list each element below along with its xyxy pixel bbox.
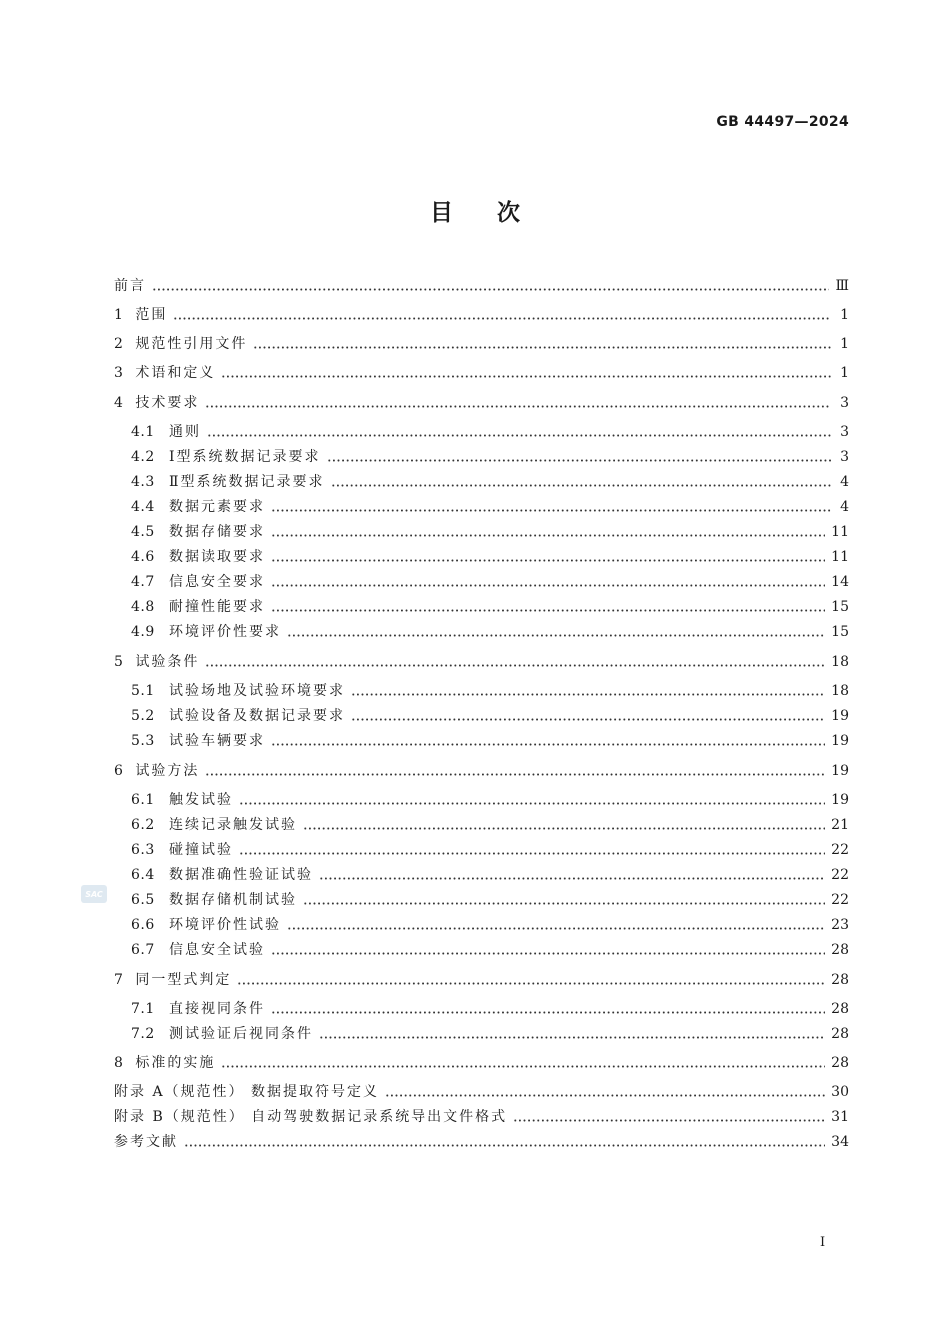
page-title: 目次 [430, 200, 564, 226]
toc-entry[interactable] [114, 652, 849, 672]
toc-entry-number: 4.1 [131, 424, 155, 440]
toc-entry-page: 14 [831, 574, 849, 590]
toc-leader-dots [319, 1036, 825, 1039]
toc-entry-label: 环境评价性要求 [169, 624, 281, 640]
toc-leader-dots [237, 982, 825, 985]
sac-watermark-logo: SAC [81, 885, 107, 903]
toc-entry-page: 18 [831, 654, 849, 670]
toc-entry-page: 15 [831, 599, 849, 615]
toc-entry-label: 耐撞性能要求 [169, 599, 265, 615]
toc-leader-dots [271, 952, 825, 955]
toc-entry[interactable] [131, 681, 849, 701]
toc-leader-dots [287, 927, 825, 930]
toc-entry-page: 19 [831, 792, 849, 808]
toc-entry-label: 信息安全要求 [169, 574, 265, 590]
toc-entry-page: Ⅲ [835, 278, 849, 294]
toc-leader-dots [184, 1144, 825, 1147]
toc-entry-page: 28 [831, 942, 849, 958]
toc-leader-dots [351, 718, 825, 721]
toc-entry[interactable] [131, 815, 849, 835]
toc-entry-number: 5.3 [131, 733, 155, 749]
toc-leader-dots [221, 1065, 825, 1068]
toc-entry-page: 19 [831, 733, 849, 749]
toc-entry-label: 规范性引用文件 [135, 336, 248, 352]
toc-entry[interactable] [114, 305, 849, 325]
toc-entry-label: 范围 [135, 307, 168, 323]
toc-leader-dots [351, 693, 825, 696]
toc-entry-number: 4.7 [131, 574, 155, 590]
toc-entry-label: 同一型式判定 [135, 972, 232, 988]
toc-entry-label: 附录 A（规范性） 数据提取符号定义 [114, 1084, 380, 1100]
toc-entry[interactable] [114, 970, 849, 990]
toc-entry-number: 6.7 [131, 942, 155, 958]
toc-leader-dots [327, 459, 831, 462]
toc-entry-page: 15 [831, 624, 849, 640]
toc-entry-number: 5.1 [131, 683, 155, 699]
toc-entry-page: 18 [831, 683, 849, 699]
toc-entry-number: 4.3 [131, 474, 155, 490]
toc-entry-number: 2 [114, 336, 124, 352]
toc-entry-label: 数据准确性验证试验 [169, 867, 313, 883]
toc-entry[interactable] [131, 840, 849, 860]
toc-leader-dots [205, 773, 825, 776]
toc-entry-label: 试验车辆要求 [169, 733, 265, 749]
toc-entry-page: 1 [840, 336, 849, 352]
toc-entry-number: 4.6 [131, 549, 155, 565]
toc-entry-label: Ⅱ型系统数据记录要求 [169, 474, 325, 490]
toc-entry[interactable] [131, 999, 849, 1019]
toc-entry-number: 7.1 [131, 1001, 155, 1017]
toc-entry-page: 11 [831, 524, 849, 540]
toc-entry[interactable] [131, 731, 849, 751]
toc-entry-label: 数据元素要求 [169, 499, 265, 515]
toc-entry-page: 22 [831, 892, 849, 908]
toc-leader-dots [331, 484, 831, 487]
toc-entry[interactable] [114, 1053, 849, 1073]
toc-entry[interactable] [131, 422, 849, 442]
toc-entry-label: 试验场地及试验环境要求 [169, 683, 345, 699]
toc-entry[interactable] [131, 790, 849, 810]
toc-entry[interactable] [131, 865, 849, 885]
toc-leader-dots [303, 902, 825, 905]
toc-entry-number: 4.2 [131, 449, 155, 465]
toc-entry-number: 6.5 [131, 892, 155, 908]
toc-leader-dots [513, 1119, 825, 1122]
toc-entry-label: 环境评价性试验 [169, 917, 281, 933]
toc-entry-label: 数据存储要求 [169, 524, 265, 540]
toc-entry-page: 28 [831, 1026, 849, 1042]
toc-leader-dots [207, 434, 831, 437]
toc-leader-dots [239, 802, 825, 805]
toc-entry-number: 4.8 [131, 599, 155, 615]
toc-entry-number: 6.4 [131, 867, 155, 883]
toc-entry[interactable] [131, 940, 849, 960]
toc-entry-number: 6.3 [131, 842, 155, 858]
toc-entry-number: 8 [114, 1055, 124, 1071]
toc-entry-page: 21 [831, 817, 849, 833]
toc-entry-number: 4.5 [131, 524, 155, 540]
toc-entry-number: 6 [114, 763, 124, 779]
toc-entry-label: 连续记录触发试验 [169, 817, 297, 833]
toc-entry-number: 4.9 [131, 624, 155, 640]
toc-entry-page: 31 [831, 1109, 849, 1125]
toc-entry-page: 23 [831, 917, 849, 933]
toc-entry-page: 4 [840, 499, 849, 515]
toc-entry-label: 直接视同条件 [169, 1001, 265, 1017]
toc-entry-label: 信息安全试验 [169, 942, 265, 958]
toc-entry-label: 测试验证后视同条件 [169, 1026, 313, 1042]
toc-entry-number: 6.1 [131, 792, 155, 808]
toc-entry[interactable] [131, 1024, 849, 1044]
toc-entry-number: 4.4 [131, 499, 155, 515]
toc-leader-dots [271, 509, 831, 512]
toc-leader-dots [271, 1011, 825, 1014]
toc-leader-dots [205, 405, 831, 408]
toc-entry-number: 5 [114, 654, 124, 670]
toc-entry-label: 碰撞试验 [169, 842, 233, 858]
toc-entry-label: 试验设备及数据记录要求 [169, 708, 345, 724]
toc-entry-label: 附录 B（规范性） 自动驾驶数据记录系统导出文件格式 [114, 1109, 508, 1125]
toc-entry-page: 28 [831, 972, 849, 988]
toc-leader-dots [271, 534, 825, 537]
toc-entry-label: 试验方法 [135, 763, 200, 779]
toc-entry-label: 术语和定义 [135, 365, 216, 381]
toc-entry-label: 前言 [114, 278, 146, 294]
toc-entry[interactable] [114, 1082, 849, 1102]
toc-entry-number: 4 [114, 395, 124, 411]
toc-entry[interactable] [131, 706, 849, 726]
toc-entry[interactable] [131, 522, 849, 542]
toc-leader-dots [287, 634, 825, 637]
toc-entry-page: 28 [831, 1055, 849, 1071]
toc-entry[interactable] [131, 915, 849, 935]
toc-entry-label: Ⅰ型系统数据记录要求 [169, 449, 321, 465]
toc-entry[interactable] [131, 572, 849, 592]
toc-entry-page: 1 [840, 307, 849, 323]
toc-entry[interactable] [114, 393, 849, 413]
toc-entry-page: 28 [831, 1001, 849, 1017]
standard-number: GB 44497—2024 [716, 114, 849, 130]
toc-entry-label: 数据读取要求 [169, 549, 265, 565]
toc-entry-label: 参考文献 [114, 1134, 178, 1150]
toc-entry-page: 1 [840, 365, 849, 381]
toc-entry-label: 标准的实施 [135, 1055, 216, 1071]
toc-entry[interactable] [131, 622, 849, 642]
toc-leader-dots [205, 664, 825, 667]
toc-entry-number: 7 [114, 972, 124, 988]
toc-entry[interactable] [114, 761, 849, 781]
toc-leader-dots [385, 1094, 825, 1097]
toc-entry[interactable] [114, 363, 849, 383]
toc-entry-page: 11 [831, 549, 849, 565]
toc-entry[interactable] [114, 1132, 849, 1152]
toc-entry-label: 通则 [169, 424, 201, 440]
toc-entry-page: 19 [831, 708, 849, 724]
page-number: I [820, 1235, 826, 1250]
toc-entry-number: 6.6 [131, 917, 155, 933]
toc-entry[interactable] [131, 547, 849, 567]
toc-entry-label: 试验条件 [135, 654, 200, 670]
toc-leader-dots [271, 743, 825, 746]
toc-entry-label: 数据存储机制试验 [169, 892, 297, 908]
toc-entry-number: 7.2 [131, 1026, 155, 1042]
toc-entry[interactable] [131, 890, 849, 910]
toc-leader-dots [239, 852, 825, 855]
toc-leader-dots [152, 288, 829, 291]
toc-entry[interactable] [131, 472, 849, 492]
toc-entry-label: 技术要求 [135, 395, 200, 411]
toc-entry[interactable] [114, 1107, 849, 1127]
toc-entry-page: 22 [831, 867, 849, 883]
toc-leader-dots [253, 346, 831, 349]
toc-entry[interactable] [114, 334, 849, 354]
toc-entry-page: 3 [840, 449, 849, 465]
toc-entry-number: 6.2 [131, 817, 155, 833]
toc-leader-dots [271, 609, 825, 612]
toc-leader-dots [221, 375, 831, 378]
toc-leader-dots [319, 877, 825, 880]
toc-entry-page: 3 [840, 424, 849, 440]
toc-leader-dots [271, 559, 825, 562]
toc-entry-page: 19 [831, 763, 849, 779]
toc-entry-number: 3 [114, 365, 124, 381]
toc-leader-dots [173, 317, 831, 320]
toc-entry-page: 22 [831, 842, 849, 858]
toc-leader-dots [303, 827, 825, 830]
toc-entry-page: 3 [840, 395, 849, 411]
toc-entry[interactable] [131, 597, 849, 617]
toc-entry-page: 34 [831, 1134, 849, 1150]
toc-entry-number: 5.2 [131, 708, 155, 724]
toc-entry-page: 4 [840, 474, 849, 490]
toc-entry-number: 1 [114, 307, 124, 323]
toc-entry-page: 30 [831, 1084, 849, 1100]
toc-entry[interactable] [114, 276, 849, 296]
toc-entry[interactable] [131, 447, 849, 467]
toc-entry-label: 触发试验 [169, 792, 233, 808]
toc-leader-dots [271, 584, 825, 587]
toc-entry[interactable] [131, 497, 849, 517]
